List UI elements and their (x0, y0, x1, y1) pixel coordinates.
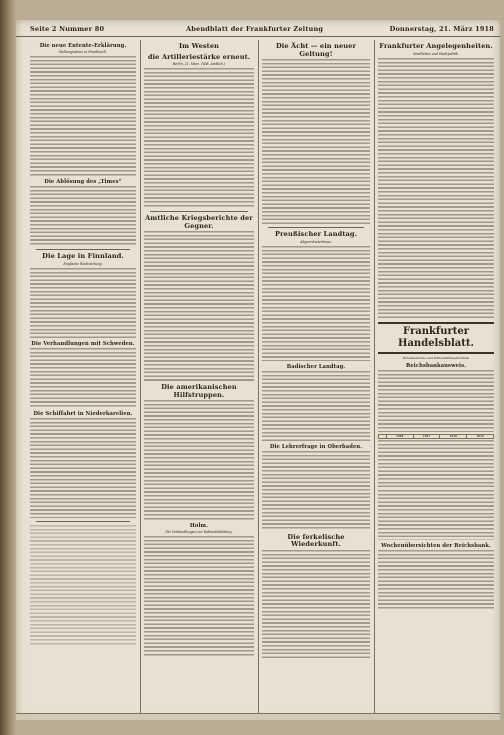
article-text (262, 550, 370, 660)
column-1 (30, 40, 136, 716)
article-text (262, 246, 370, 361)
article-text (144, 400, 254, 520)
page-bottom-edge (16, 713, 500, 720)
header-date: Donnerstag, 21. März 1918 (389, 25, 494, 33)
article-text (30, 56, 136, 176)
headline-aecht: Die Ächt — ein neuer Geltung! (275, 42, 357, 58)
handelsblatt-subtitle: Börsenberichte und Wirtschaftsnachrichten (402, 355, 470, 360)
subhead-stadtleben: Stadtleben und Stadtpolitik. (413, 51, 459, 56)
headline-schweden: Die Verhandlungen mit Schweden. (31, 340, 135, 347)
subhead-england: Englische Rückwirkung. (63, 261, 103, 266)
headline-schiffahrt: Die Schiffahrt in Niederkarelien. (33, 410, 133, 417)
article-text (30, 418, 136, 518)
header-page-number: Seite 2 Nummer 80 (30, 25, 105, 33)
table-body-text (378, 440, 494, 488)
article-text (262, 59, 370, 224)
article-text (378, 490, 494, 540)
article-text (144, 231, 254, 381)
column-rule (258, 40, 259, 714)
headline-kriegsberichte: Amtliche Kriegsberichte der Gegner. (145, 214, 253, 230)
article-text (30, 525, 136, 645)
subhead-abgeordnetenhaus: Abgeordnetenhaus. (300, 239, 332, 244)
headline-finnland: Die Lage in Finnland. (42, 252, 124, 260)
table-header: 1917 (413, 434, 440, 439)
divider (36, 249, 130, 250)
headline-holm: Holm. (189, 523, 209, 529)
table-header: 1916 (440, 434, 467, 439)
article-text (30, 268, 136, 338)
divider (36, 521, 130, 522)
divider (268, 227, 364, 228)
headline-wiederkunft: Die ferkelische Wiederkunft. (287, 532, 345, 548)
article-text (262, 451, 370, 531)
column-rule (140, 40, 141, 714)
subhead-kabinett: Die Verhandlungen zur Kabinettsbildung. (165, 530, 233, 534)
subhead-frankreich: Stellungnahme in Frankreich. (58, 50, 108, 54)
column-4 (378, 40, 494, 716)
headline-artillerie: die Artilleriestärke erneut. (147, 52, 251, 61)
headline-westen: Im Westen (178, 42, 220, 50)
running-header (16, 24, 500, 37)
headline-entente: Die neue Entente-Erklärung. (39, 43, 127, 49)
headline-wochenuebersicht: Wochenübersichten der Reichsbank. (381, 543, 491, 550)
table-header: 1915 (467, 434, 494, 439)
divider (150, 211, 248, 212)
headline-times: Die Ablösung des „Times“ (44, 179, 122, 185)
headline-reichsbank: Reichsbankausweis. (405, 362, 467, 369)
article-text (144, 536, 254, 656)
headline-frankfurt: Frankfurter Angelegenheiten. (379, 42, 493, 50)
table-header (379, 434, 387, 439)
column-rule (374, 40, 375, 714)
column-3 (262, 40, 370, 716)
article-text (378, 550, 494, 610)
headline-hilfstruppen: Die amerikanischen Hilfstruppen. (161, 383, 237, 399)
newspaper-page (16, 20, 500, 720)
handelsblatt-masthead: Frankfurter Handelsblatt. (378, 322, 494, 354)
article-text (378, 370, 494, 432)
column-2 (144, 40, 254, 716)
headline-lehrerfrage: Die Lehrerfrage in Oberbaden. (269, 443, 363, 450)
book-spine (0, 0, 16, 735)
headline-badischer-landtag: Badischer Landtag. (286, 363, 346, 370)
table-header: 1918 (386, 434, 413, 439)
table-header-row (379, 434, 494, 439)
quotes-table (378, 434, 494, 440)
article-text (262, 371, 370, 441)
article-text (30, 186, 136, 246)
subhead-berlin: Berlin, 21. März. (W.B. Amtlich.) (172, 62, 226, 66)
article-text (144, 68, 254, 208)
article-text (30, 348, 136, 408)
headline-landtag: Preußischer Landtag. (275, 230, 357, 238)
header-publication: Abendblatt der Frankfurter Zeitung (186, 25, 324, 33)
article-text (378, 58, 494, 318)
